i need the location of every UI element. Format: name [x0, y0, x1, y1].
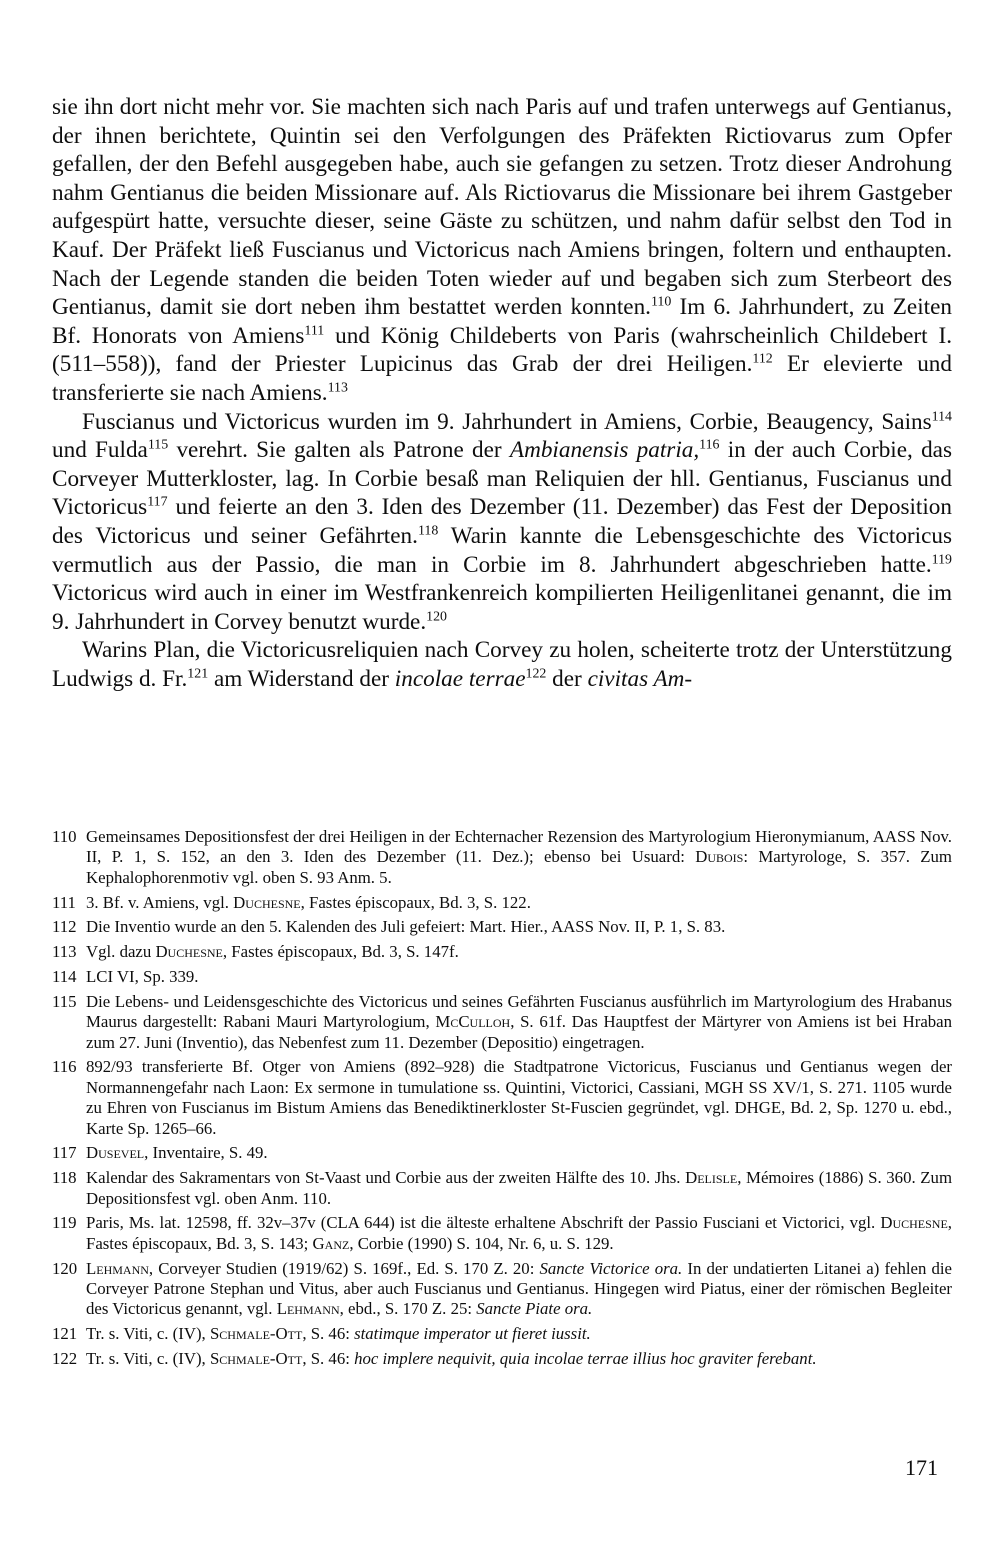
author-name: Delisle [685, 1168, 738, 1188]
footnote-ref-112[interactable]: 112 [752, 351, 773, 367]
footnote-ref-115[interactable]: 115 [147, 437, 169, 453]
footnote-ref-119[interactable]: 119 [931, 551, 952, 567]
footnote-ref-120[interactable]: 120 [426, 609, 447, 625]
page-number: 171 [905, 1455, 938, 1480]
author-name: Duchesne [155, 942, 223, 962]
text-run: der [546, 665, 588, 692]
footnote-119 [52, 1213, 952, 1254]
latin-term: civitas Am- [587, 665, 693, 692]
footnote-text: 892/93 transferierte Bf. Otger von Amiens (892–928) die Stadtpatrone Victoricus, Fuscianus und Gentianus wegen der Normannengefahr nach Laon: Ex sermone in tumulatione ss. Quintini, Victorici, Cassiani, MGH SS XV/1, S. 271. 1105 wurde zu Ehren von Fuscianus im Bistum Amiens das Benediktinerkloster St-Fuscien gegründet, vgl. DHGE, Bd. 2, Sp. 1270 u. ebd., Karte Sp. 1265–66. [86, 1057, 952, 1138]
paragraph-3 [52, 636, 952, 693]
text-run: am Widerstand der [208, 665, 395, 692]
footnote-number: 114 [52, 967, 77, 986]
footnote-113 [52, 942, 952, 962]
footnote-120 [52, 1259, 952, 1320]
latin-quote: Sancte Victorice ora. [539, 1258, 683, 1278]
latin-quote: hoc implere nequivit, quia incolae terrae illius hoc graviter ferebant. [354, 1349, 817, 1369]
footnote-text: Paris, Ms. lat. 12598, ff. 32v–37v (CLA 644) ist die älteste erhaltene Abschrift der Passio Fusciani et Victorici, vgl. Duchesne, Fastes épiscopaux, Bd. 3, S. 143; Ganz, Corbie (1990) S. 104, Nr. 6, u. S. 129. [86, 1213, 952, 1253]
footnote-text: Tr. s. Viti, c. (IV), Schmale-Ott, S. 46: hoc implere nequivit, quia incolae terrae illius hoc graviter ferebant. [86, 1349, 817, 1369]
text-run: Warin kannte die Lebensgeschichte des Victoricus vermutlich aus der Passio, die man in Corbie im 8. Jahrhundert abgeschrieben hatte. [52, 522, 952, 578]
footnote-ref-114[interactable]: 114 [931, 408, 952, 424]
text-run: Er elevierte und transferierte sie nach Amiens. [52, 351, 952, 406]
text-run: verehrt. Sie galten als Patrone der [168, 437, 510, 464]
paragraph-2 [52, 408, 952, 637]
footnote-ref-122[interactable]: 122 [525, 666, 547, 682]
latin-term: Ambianensis patria, [509, 437, 700, 464]
author-name: Dubois [695, 847, 744, 867]
text-run: Warins Plan, die Victoricusreliquien nach Corvey zu holen, scheiterte trotz der Unterstützung Ludwigs d. Fr. [52, 637, 952, 692]
text-run: in der auch Corbie, das Corveyer Mutterkloster, lag. In Corbie besaß man Reliquien der hll. Gentianus, Fuscianus und Victoricus [52, 437, 952, 521]
footnote-number: 119 [52, 1213, 77, 1233]
footnote-116 [52, 1057, 952, 1139]
footnote-number: 117 [52, 1143, 77, 1163]
author-name: Ganz [312, 1233, 350, 1253]
footnote-122 [52, 1349, 952, 1369]
author-name: McCulloh [435, 1012, 511, 1032]
text-run: und feierte an den 3. Iden des Dezember (11. Dezember) das Fest der Deposition des Victoricus und seiner Gefährten. [52, 494, 952, 549]
footnote-text: Dusevel, Inventaire, S. 49. [86, 1143, 268, 1163]
latin-quote: Sancte Piate ora. [476, 1299, 593, 1319]
footnote-ref-111[interactable]: 111 [304, 323, 325, 339]
footnote-number: 121 [52, 1324, 78, 1344]
footnote-number: 116 [52, 1057, 77, 1077]
footnote-ref-117[interactable]: 117 [147, 494, 168, 510]
footnote-ref-113[interactable]: 113 [327, 380, 348, 396]
footnote-ref-116[interactable]: 116 [699, 437, 720, 453]
footnote-text: Tr. s. Viti, c. (IV), Schmale-Ott, S. 46: statimque imperator ut fieret iussit. [86, 1324, 591, 1344]
text-run: Fuscianus und Victoricus wurden im 9. Jahrhundert in Amiens, Corbie, Beaugency, Sains [82, 408, 932, 435]
footnote-ref-118[interactable]: 118 [417, 523, 439, 539]
footnote-number: 110 [52, 827, 77, 846]
author-name: Dusevel [86, 1143, 145, 1163]
footnote-text: Die Lebens- und Leidensgeschichte des Victoricus und seines Gefährten Fuscianus ausführlich im Martyrologium des Hrabanus Maurus dargestellt: Rabani Mauri Martyrologium, McCulloh, S. 61f. Das Hauptfest der Märtyrer von Amiens ist bei Hraban zum 27. Juni (Inventio), das Nebenfest zum 11. Dezember (Depositio) eingetragen. [86, 991, 952, 1052]
footnotes [52, 827, 952, 1374]
author-name: Schmale-Ott [209, 1324, 303, 1344]
author-name: Duchesne [233, 892, 301, 912]
text-run: sie ihn dort nicht mehr vor. Sie machten sich nach Paris auf und trafen unterwegs auf Gentianus, der ihnen berichtete, Quintin sei den Verfolgungen des Präfekten Rictiovarus zum Opfer gefallen, der den Befehl ausgegeben habe, auch sie gefangen zu setzen. Trotz dieser Androhung nahm Gentianus die beiden Missionare auf. Als Rictiovarus die Missionare bei ihrem Gastgeber aufgespürt hatte, versuchte dieser, seine Gäste zu schützen, und nahm dafür selbst den Tod in Kauf. Der Präfekt ließ Fuscianus und Victoricus nach Amiens bringen, foltern und enthaupten. Nach der Legende standen die beiden Toten wieder auf und begaben sich zum Sterbeort des Gentianus, damit sie dort neben ihm bestattet werden konnten. [52, 94, 952, 321]
author-name: Lehmann [86, 1258, 149, 1278]
author-name: Lehmann [276, 1299, 340, 1319]
footnote-number: 113 [52, 942, 77, 962]
footnote-ref-110[interactable]: 110 [650, 294, 672, 310]
footnote-number: 111 [52, 892, 76, 912]
footnote-ref-121[interactable]: 121 [187, 666, 209, 682]
footnote-text: Gemeinsames Depositionsfest der drei Heiligen in der Echternacher Rezension des Martyrologium Hieronymianum, AASS Nov. II, P. 1, S. 152, an den 3. Iden des Dezember (11. Dez.); ebenso bei Usuard: Dubois: Martyrologe, S. 357. Zum Kephalophorenmotiv vgl. oben S. 93 Anm. 5. [86, 827, 952, 887]
footnote-110 [52, 827, 952, 888]
footnote-number: 122 [52, 1349, 78, 1369]
main-text [52, 93, 952, 693]
text-run: und König Childeberts von Paris (wahrscheinlich Childebert I. (511–558)), fand der Priester Lupicinus das Grab der drei Heiligen. [52, 322, 952, 378]
author-name: Schmale-Ott [209, 1349, 303, 1369]
text-run: Victoricus wird auch in einer im Westfrankenreich kompilierten Heiligenlitanei genannt, die im 9. Jahrhundert in Corvey benutzt wurde. [52, 580, 952, 635]
latin-term: incolae terrae [394, 665, 526, 692]
footnote-number: 115 [52, 991, 77, 1011]
footnote-118 [52, 1168, 952, 1209]
footnote-111 [52, 893, 952, 913]
footnote-text: Vgl. dazu Duchesne, Fastes épiscopaux, Bd. 3, S. 147f. [86, 942, 459, 962]
footnote-114 [52, 967, 952, 987]
footnote-112 [52, 917, 952, 937]
text-run: Im 6. Jahrhundert, zu Zeiten Bf. Honorats von Amiens [52, 294, 952, 349]
text-run: und Fulda [52, 437, 148, 464]
footnote-115 [52, 992, 952, 1053]
footnote-number: 118 [52, 1168, 77, 1188]
footnote-121 [52, 1324, 952, 1344]
footnote-number: 112 [52, 917, 77, 937]
footnote-117 [52, 1143, 952, 1163]
footnote-text: Lehmann, Corveyer Studien (1919/62) S. 169f., Ed. S. 170 Z. 20: Sancte Victorice ora. In der undatierten Litanei a) fehlen die Corveyer Patrone Stephan und Vitus, aber auch Fuscianus und Gentianus. Hingegen wird Piatus, einer der römischen Begleiter des Victoricus genannt, vgl. Lehmann, ebd., S. 170 Z. 25: Sancte Piate ora. [86, 1258, 953, 1319]
footnote-text: Kalendar des Sakramentars von St-Vaast und Corbie aus der zweiten Hälfte des 10. Jhs. Delisle, Mémoires (1886) S. 360. Zum Depositionsfest vgl. oben Anm. 110. [86, 1168, 952, 1208]
author-name: Duchesne [880, 1213, 948, 1233]
paragraph-1 [52, 93, 952, 408]
footnote-text: 3. Bf. v. Amiens, vgl. Duchesne, Fastes épiscopaux, Bd. 3, S. 122. [86, 892, 531, 912]
latin-quote: statimque imperator ut fieret iussit. [354, 1324, 591, 1344]
footnote-text: LCI VI, Sp. 339. [86, 967, 199, 986]
footnote-number: 120 [52, 1258, 78, 1278]
footnote-text: Die Inventio wurde an den 5. Kalenden des Juli gefeiert: Mart. Hier., AASS Nov. II, P. 1, S. 83. [86, 917, 726, 937]
